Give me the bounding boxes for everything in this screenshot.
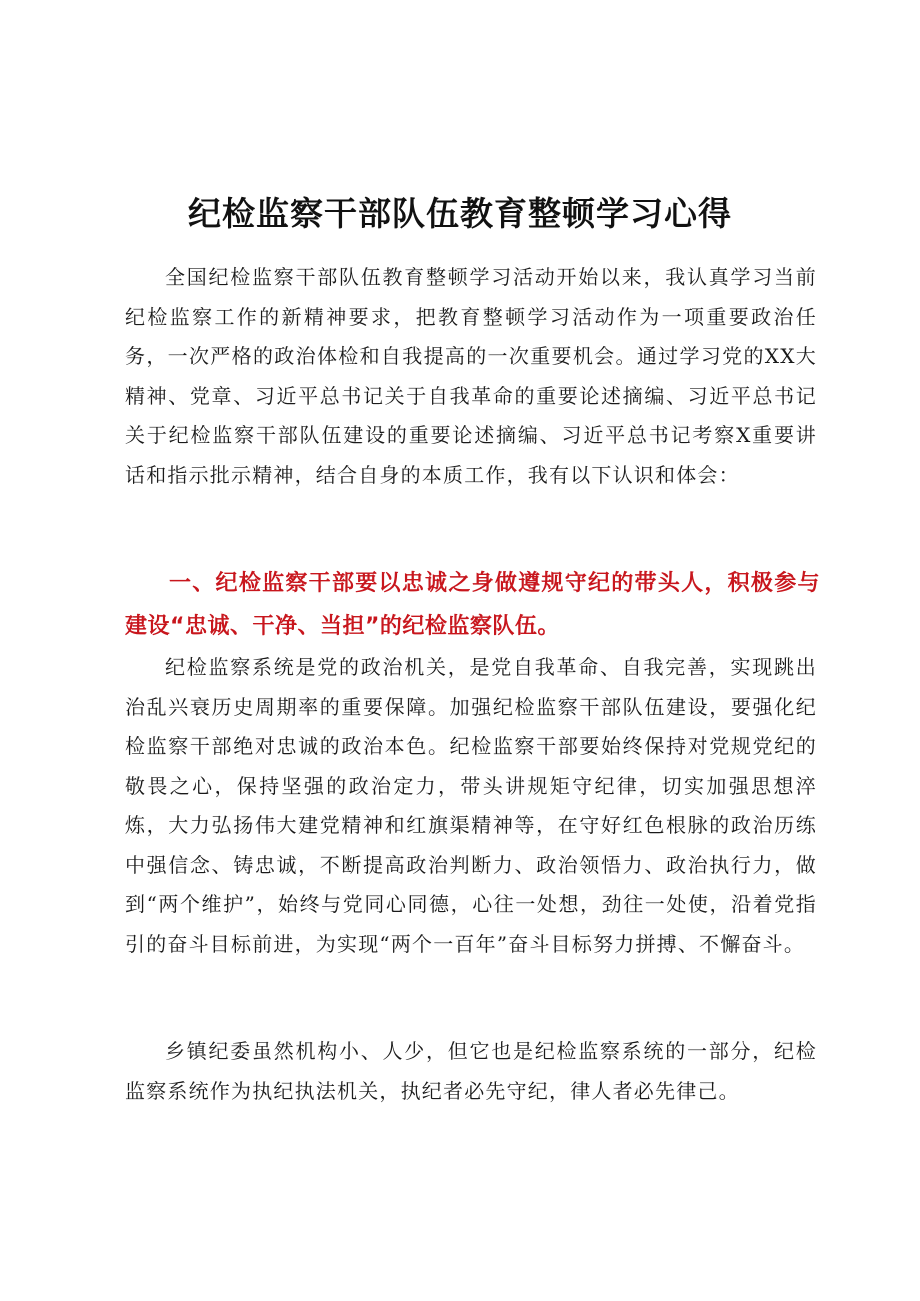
section-heading-1: 一、纪检监察干部要以忠诚之身做遵规守纪的带头人，积极参与建设“忠诚、干净、当担”的纪检监察队伍。 <box>125 571 820 639</box>
document-title: 纪检监察干部队伍教育整顿学习心得 <box>188 194 732 233</box>
paragraph-intro: 全国纪检监察干部队伍教育整顿学习活动开始以来，我认真学习当前纪检监察工作的新精神要求，把教育整顿学习活动作为一项重要政治任务，一次严格的政治体检和自我提高的一次重要机会。通过学习党的XX大精神、党章、习近平总书记关于自我革命的重要论述摘编、习近平总书记关于纪检监察干部队伍建设的重要论述摘编、习近平总书记考察X重要讲话和指示批示精神，结合自身的本质工作，我有以下认识和体会： <box>125 265 817 487</box>
paragraph-township: 乡镇纪委虽然机构小、人少，但它也是纪检监察系统的一部分，纪检监察系统作为执纪执法机关，执纪者必先守纪，律人者必先律己。 <box>125 1039 817 1103</box>
paragraph-section-1: 纪检监察系统是党的政治机关，是党自我革命、自我完善，实现跳出治乱兴衰历史周期率的重要保障。加强纪检监察干部队伍建设，要强化纪检监察干部绝对忠诚的政治本色。纪检监察干部要始终保持对党规党纪的敬畏之心，保持坚强的政治定力，带头讲规矩守纪律，切实加强思想淬炼，大力弘扬伟大建党精神和红旗渠精神等，在守好红色根脉的政治历练中强信念、铸忠诚，不断提高政治判断力、政治领悟力、政治执行力，做到“两个维护”，始终与党同心同德，心往一处想，劲往一处使，沿着党指引的奋斗目标前进，为实现“两个一百年”奋斗目标努力拼搏、不懈奋斗。 <box>125 655 817 956</box>
